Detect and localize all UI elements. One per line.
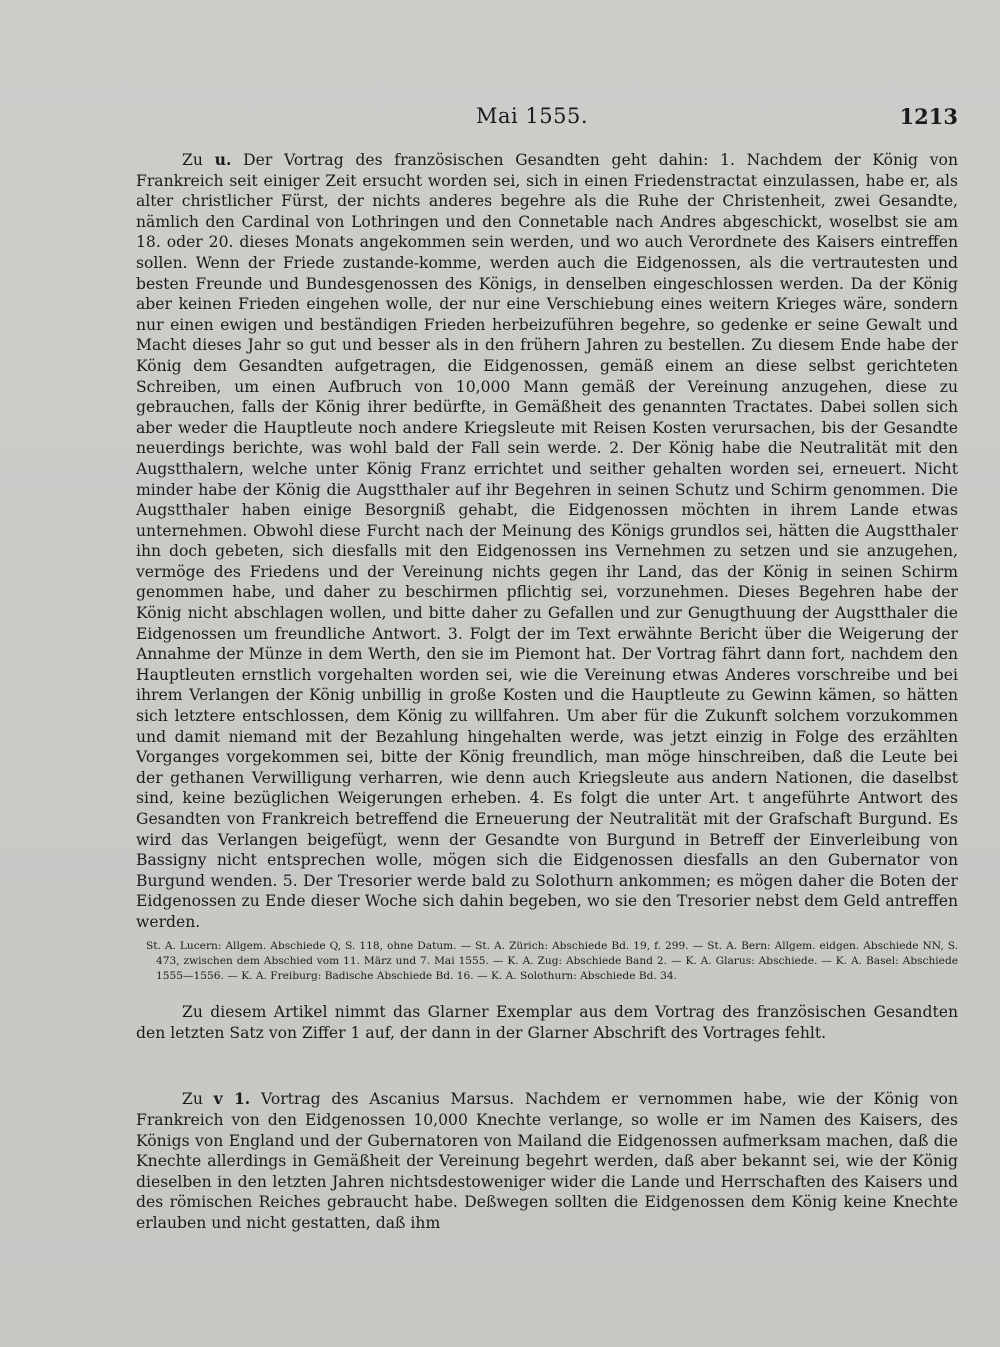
section-u-paragraph <box>136 150 958 933</box>
section-v-paragraph <box>136 1089 958 1233</box>
page-body <box>136 150 958 1234</box>
section-u-prefix: Zu <box>182 151 203 169</box>
glarner-note-paragraph: Zu diesem Artikel nimmt das Glarner Exemplar aus dem Vortrag des französischen Gesandten den letzten Satz von Ziffer 1 auf, der dann in der Glarner Abschrift des Vortrages fehlt. <box>136 1003 958 1042</box>
page-number: 1213 <box>899 104 958 129</box>
sources-footnote: St. A. Lucern: Allgem. Abschiede Q, S. 118, ohne Datum. — St. A. Zürich: Abschiede Bd. 19, f. 299. — St. A. Bern: Allgem. eidgen. Abschiede NN, S. 473, zwischen dem Abschied vom 11. März und 7. Mai 1555. — K. A. Zug: Abschiede Band 2. — K. A. Glarus: Abschiede. — K. A. Basel: Abschiede 1555—1556. — K. A. Freiburg: Badische Abschiede Bd. 16. — K. A. Solothurn: Abschiede Bd. 34. <box>146 939 958 982</box>
page-header <box>136 100 958 132</box>
section-v-text: Vortrag des Ascanius Marsus. Nachdem er vernommen habe, wie der König von Frankreich von den Eidgenossen 10,000 Knechte verlange, so wolle er im Namen des Kaisers, des Königs von England und der Gubernatoren von Mailand die Eidgenossen aufmerksam machen, daß die Knechte allerdings in Gemäßheit der Vereinung begehrt werden, daß aber bekannt sei, wie der König dieselben in den letzten Jahren nichtsdestoweniger wider die Lande und Herrschaften des Kaisers und des römischen Reiches gebraucht habe. Deßwegen sollten die Eidgenossen dem König keine Knechte erlauben und nicht gestatten, daß ihm <box>136 1090 958 1232</box>
running-head: Mai 1555. <box>476 104 589 128</box>
section-v-prefix: Zu <box>182 1090 203 1109</box>
section-v-letter: v 1. <box>213 1089 251 1109</box>
section-u-letter: u. <box>214 150 232 169</box>
section-u-text: Der Vortrag des französischen Gesandten geht dahin: 1. Nachdem der König von Frankreich seit einiger Zeit ersucht worden sei, sich in einen Friedenstractat einzulassen, habe er, als alter christlicher Fürst, der nichts anderes begehre als die Ruhe der Christenheit, zwei Gesandte, nämlich den Cardinal von Lothringen und den Connetable nach Andres abgeschickt, woselbst sie am 18. oder 20. dieses Monats angekommen sein werden, und wo auch Verordnete des Kaisers eintreffen sollen. Wenn der Friede zustande-komme, werden auch die Eidgenossen, als die vertrautesten und besten Freunde und Bundesgenossen des Königs, in denselben eingeschlossen werden. Da der König aber keinen Frieden eingehen wolle, der nur eine Verschiebung eines weitern Krieges wäre, sondern nur einen ewigen und beständigen Frieden herbeizuführen begehre, so gedenke er seine Gewalt und Macht dieses Jahr so gut und besser als in den frühern Jahren zu bestellen. Zu diesem Ende habe der König dem Gesandten aufgetragen, die Eidgenossen, gemäß einem an diese selbst gerichteten Schreiben, um einen Aufbruch von 10,000 Mann gemäß der Vereinung anzugehen, diese zu gebrauchen, falls der König ihrer bedürfte, in Gemäßheit des genannten Tractates. Dabei sollen sich aber weder die Hauptleute noch andere Kriegsleute mit Reisen Kosten verursachen, bis der Gesandte neuerdings berichte, was wohl bald der Fall sein werde. 2. Der König habe die Neutralität mit den Augstthalern, welche unter König Franz errichtet und seither gehalten worden sei, erneuert. Nicht minder habe der König die Augstthaler auf ihr Begehren in seinen Schutz und Schirm genommen. Die Augstthaler haben einige Besorgniß gehabt, die Eidgenossen möchten in ihrem Lande etwas unternehmen. Obwohl diese Furcht nach der Meinung des Königs grundlos sei, hätten die Augstthaler ihn doch gebeten, sich diesfalls mit den Eidgenossen ins Vernehmen zu setzen und sie anzugehen, vermöge des Friedens und der Vereinung nichts gegen ihr Land, das der König in seinen Schirm genommen habe, und daher zu beschirmen pflichtig sei, vorzunehmen. Dieses Begehren habe der König nicht abschlagen wollen, und bitte daher zu Gefallen und zur Genugthuung der Augstthaler die Eidgenossen um freundliche Antwort. 3. Folgt der im Text erwähnte Bericht über die Weigerung der Annahme der Münze in dem Werth, den sie im Piemont hat. Der Vortrag fährt dann fort, nachdem den Hauptleuten ernstlich vorgehalten worden sei, wie die Vereinung etwas Anderes vorschreibe und bei ihrem Verlangen der König unbillig in große Kosten und die Hauptleute zu Gewinn kämen, so hätten sich letztere entschlossen, dem König zu willfahren. Um aber für die Zukunft solchem vorzukommen und damit niemand mit der Bezahlung hingehalten werde, was jetzt einzig in Folge des erzählten Vorganges vorgekommen sei, bitte der König freundlich, man möge hinschreiben, daß die Leute bei der gethanen Verwilligung verharren, wie denn auch Kriegsleute aus andern Nationen, die daselbst sind, keine bezüglichen Weigerungen erheben. 4. Es folgt die unter Art. t angeführte Antwort des Gesandten von Frankreich betreffend die Erneuerung der Neutralität mit der Grafschaft Burgund. Es wird das Verlangen beigefügt, wenn der Gesandte von Burgund in Betreff der Einverleibung von Bassigny nicht entsprechen wolle, mögen sich die Eidgenossen diesfalls an den Gubernator von Burgund wenden. 5. Der Tresorier werde bald zu Solothurn ankommen; es mögen daher die Boten der Eidgenossen zu Ende dieser Woche sich dahin begeben, wo sie den Tresorier nebst dem Geld antreffen werden. <box>136 151 958 931</box>
